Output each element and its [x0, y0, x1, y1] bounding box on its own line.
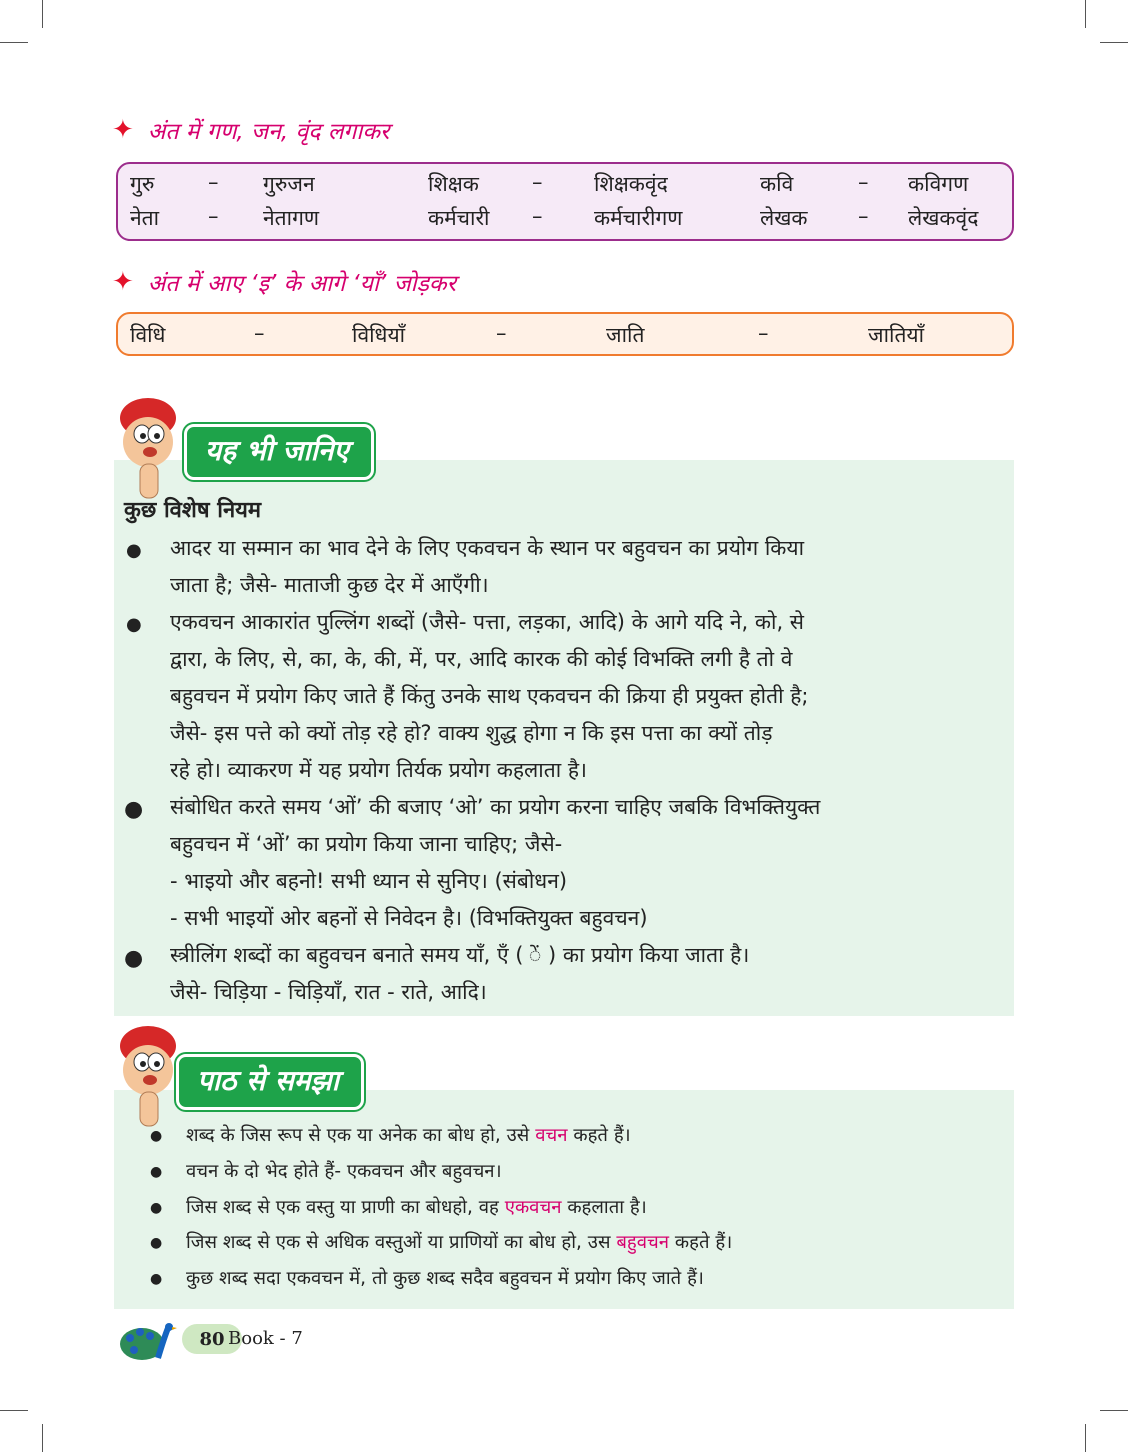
summary-item: जिस शब्द से एक से अधिक वस्तुओं या प्राणियों का बोध हो, उस बहुवचन कहते हैं।	[186, 1232, 733, 1253]
bullet: ●	[126, 540, 142, 561]
word-table-collective	[116, 162, 1014, 241]
rule-line: आदर या सम्मान का भाव देने के लिए एकवचन के स्थान पर बहुवचन का प्रयोग किया	[170, 536, 805, 560]
table-cell: –	[496, 321, 507, 345]
table-cell: गुरुजन	[263, 172, 315, 196]
table-cell: –	[858, 204, 869, 228]
table-cell: लेखक	[760, 206, 808, 230]
summary-item: जिस शब्द से एक वस्तु या प्राणी का बोधहो, वह एकवचन कहलाता है।	[186, 1197, 647, 1218]
word-table-i-yaan	[116, 312, 1014, 356]
star-icon: ✦	[112, 115, 134, 145]
rule-line: द्वारा, के लिए, से, का, के, की, में, पर, आदि कारक की कोई विभक्ति लगी है तो वे	[170, 647, 793, 671]
summary-item: शब्द के जिस रूप से एक या अनेक का बोध हो, उसे वचन कहते हैं।	[186, 1125, 631, 1146]
star-icon: ✦	[112, 267, 134, 297]
page-footer	[120, 1318, 420, 1364]
summary-item: वचन के दो भेद होते हैं- एकवचन और बहुवचन।	[186, 1161, 502, 1182]
rule-line: रहे हो। व्याकरण में यह प्रयोग तिर्यक प्रयोग कहलाता है।	[170, 758, 587, 782]
table-cell: –	[858, 170, 869, 194]
rule-line: बहुवचन में ‘ओं’ का प्रयोग किया जाना चाहिए; जैसे-	[170, 832, 563, 856]
boy-mascot-icon	[112, 392, 182, 502]
rule-line: - भाइयो और बहनो! सभी ध्यान से सुनिए। (संबोधन)	[170, 869, 568, 893]
rule-line: बहुवचन में प्रयोग किए जाते हैं किंतु उनके साथ एकवचन की क्रिया ही प्रयुक्त होती है;	[170, 684, 809, 708]
bullet: ●	[150, 1271, 163, 1287]
page-number: 80	[182, 1324, 242, 1354]
crop-mark	[1085, 0, 1086, 28]
know-more-badge: यह भी जानिए	[184, 424, 374, 480]
crop-mark	[42, 1424, 43, 1452]
bullet: ●	[124, 797, 144, 822]
section-heading-i-yaan	[112, 266, 456, 298]
table-cell: –	[254, 321, 265, 345]
bullet: ●	[150, 1128, 163, 1144]
rule-line: - सभी भाइयों ओर बहनों से निवेदन है। (विभक्तियुक्त बहुवचन)	[170, 906, 648, 930]
section-heading-gan-jan-vrind	[112, 114, 389, 146]
table-cell: गुरु	[130, 172, 155, 196]
bullet: ●	[150, 1164, 163, 1180]
crop-mark	[1085, 1424, 1086, 1452]
table-cell: शिक्षकवृंद	[594, 172, 668, 196]
table-cell: जातियाँ	[868, 323, 925, 347]
heading-text: अंत में गण, जन, वृंद लगाकर	[147, 119, 390, 145]
table-cell: लेखकवृंद	[908, 206, 979, 230]
special-rules-heading: कुछ विशेष नियम	[124, 498, 262, 523]
table-cell: –	[758, 321, 769, 345]
table-cell: जाति	[606, 323, 645, 347]
summary-item: कुछ शब्द सदा एकवचन में, तो कुछ शब्द सदैव बहुवचन में प्रयोग किए जाते हैं।	[186, 1268, 704, 1289]
heading-text: अंत में आए ‘इ’ के आगे ‘याँ’ जोड़कर	[147, 271, 456, 297]
boy-mascot-icon	[112, 1020, 182, 1130]
bullet: ●	[150, 1200, 163, 1216]
bullet: ●	[126, 614, 142, 635]
rule-line: एकवचन आकारांत पुल्लिंग शब्दों (जैसे- पत्ता, लड़का, आदि) के आगे यदि ने, को, से	[170, 610, 804, 634]
bullet: ●	[150, 1235, 163, 1251]
crop-mark	[1100, 1410, 1128, 1411]
bullet: ●	[124, 946, 144, 971]
rule-line: संबोधित करते समय ‘ओं’ की बजाए ‘ओ’ का प्रयोग करना चाहिए जबकि विभक्तियुक्त	[170, 795, 821, 819]
learned-badge: पाठ से समझा	[176, 1054, 364, 1110]
crop-mark	[0, 1410, 28, 1411]
table-cell: विधि	[130, 323, 166, 347]
table-cell: –	[532, 170, 543, 194]
rule-line: जाता है; जैसे- माताजी कुछ देर में आएँगी।	[170, 573, 489, 597]
rule-line: जैसे- चिड़िया - चिड़ियाँ, रात - राते, आदि।	[170, 980, 487, 1004]
table-cell: –	[208, 170, 219, 194]
rule-line: जैसे- इस पत्ते को क्यों तोड़ रहे हो? वाक्य शुद्ध होगा न कि इस पत्ता का क्यों तोड़	[170, 721, 773, 745]
crop-mark	[1100, 42, 1128, 43]
table-cell: कर्मचारी	[428, 206, 490, 230]
rule-line: स्त्रीलिंग शब्दों का बहुवचन बनाते समय याँ, एँ ( ें ) का प्रयोग किया जाता है।	[170, 943, 750, 967]
table-cell: –	[532, 204, 543, 228]
crop-mark	[42, 0, 43, 28]
crop-mark	[0, 42, 28, 43]
table-cell: विधियाँ	[352, 323, 406, 347]
table-cell: नेतागण	[263, 206, 320, 230]
table-cell: कवि	[760, 172, 794, 196]
table-cell: कविगण	[908, 172, 969, 196]
book-label: Book - 7	[228, 1328, 303, 1349]
table-cell: कर्मचारीगण	[594, 206, 683, 230]
table-cell: शिक्षक	[428, 172, 479, 196]
table-cell: नेता	[130, 206, 160, 230]
table-cell: –	[208, 204, 219, 228]
peacock-icon	[120, 1318, 178, 1364]
